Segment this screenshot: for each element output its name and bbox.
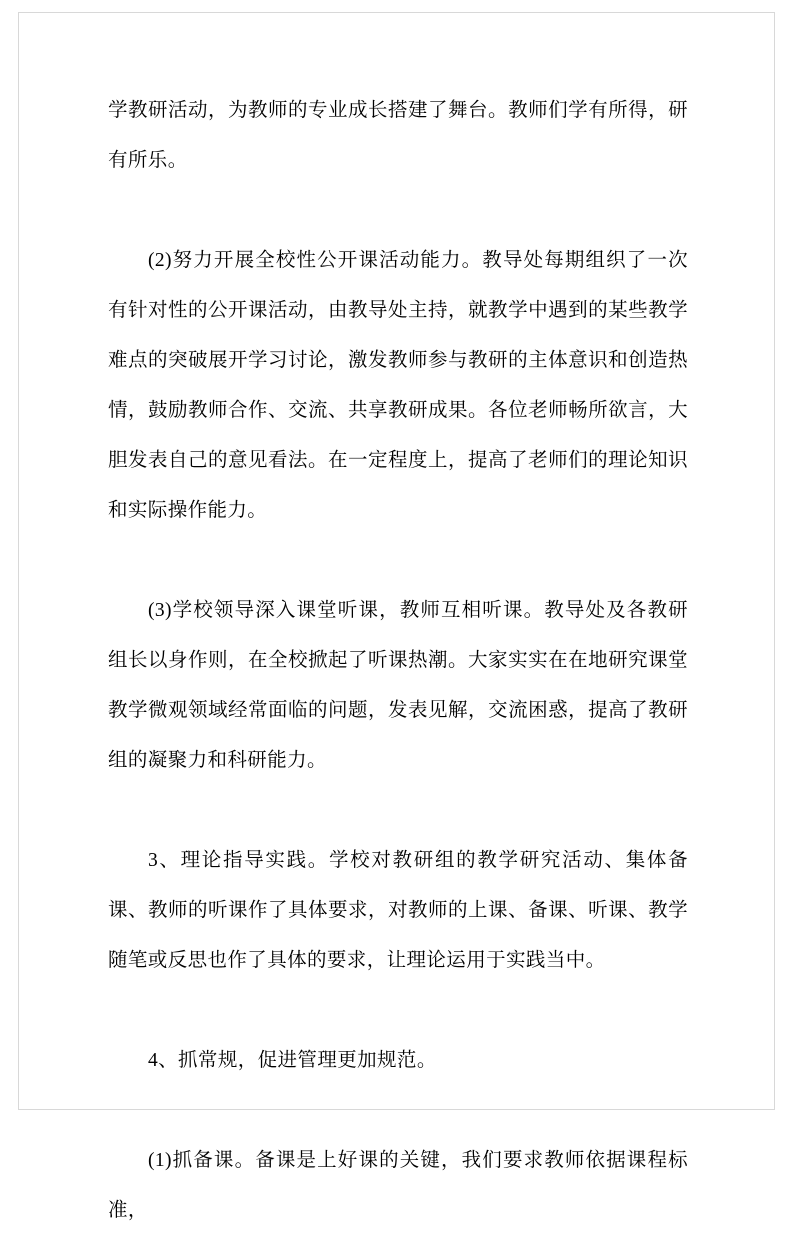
paragraph: (2)努力开展全校性公开课活动能力。教导处每期组织了一次有针对性的公开课活动，由教导处主持，就教学中遇到的某些教学难点的突破展开学习讨论，激发教师参与教研的主体意识和创造热情，鼓励教师合作、交流、共享教研成果。各位老师畅所欲言，大胆发表自己的意见看法。在一定程度上，提高了老师们的理论知识和实际操作能力。 bbox=[108, 250, 688, 521]
paragraph-spacer bbox=[108, 786, 688, 836]
page-border-left bbox=[18, 12, 19, 1110]
paragraph: 3、理论指导实践。学校对教研组的教学研究活动、集体备课、教师的听课作了具体要求，对教师的上课、备课、听课、教学随笔或反思也作了具体的要求，让理论运用于实践当中。 bbox=[108, 850, 688, 971]
paragraph: 4、抓常规，促进管理更加规范。 bbox=[147, 1050, 437, 1071]
page-border-top bbox=[18, 12, 775, 13]
document-body bbox=[108, 86, 688, 1236]
paragraph: (3)学校领导深入课堂听课，教师互相听课。教导处及各教研组长以身作则，在全校掀起了听课热潮。大家实实在在地研究课堂教学微观领域经常面临的问题，发表见解，交流困惑，提高了教研组的凝聚力和科研能力。 bbox=[108, 600, 688, 771]
paragraph-spacer bbox=[108, 536, 688, 586]
paragraph-spacer bbox=[108, 1086, 688, 1136]
paragraph: (1)抓备课。备课是上好课的关键，我们要求教师依据课程标准， bbox=[108, 1150, 688, 1221]
paragraph-spacer bbox=[108, 986, 688, 1036]
page-border-right bbox=[774, 12, 775, 1110]
paragraph: 学教研活动，为教师的专业成长搭建了舞台。教师们学有所得，研有所乐。 bbox=[108, 100, 688, 171]
paragraph-spacer bbox=[108, 186, 688, 236]
